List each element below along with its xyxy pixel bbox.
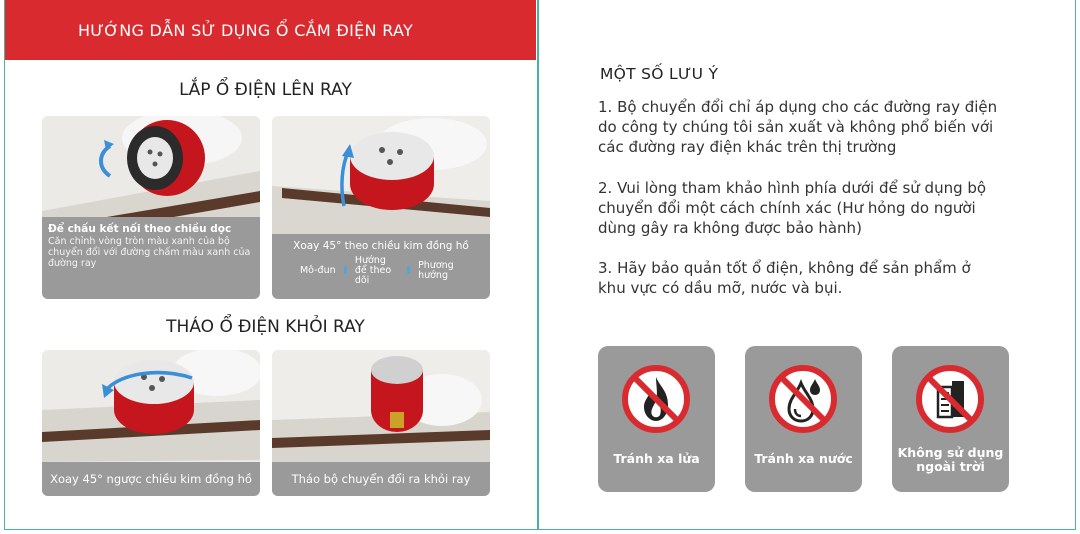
remove-step-1-title: Xoay 45° ngược chiều kim đồng hồ: [50, 472, 252, 486]
no-water-icon: [767, 363, 839, 435]
install-step-2-title: Xoay 45° theo chiều kim đồng hồ: [293, 240, 469, 252]
note-item-3: 3. Hãy bảo quản tốt ổ điện, không để sản phẩm ở khu vực có dầu mỡ, nước và bụi.: [598, 259, 971, 297]
arrow-up-icon: ⬆: [340, 264, 350, 278]
remove-step-2-caption: [272, 462, 490, 496]
warning-card-fire: [598, 346, 715, 492]
install-step-1-description: Căn chỉnh vòng tròn màu xanh của bộ chuyển đổi với đường chấm màu xanh của đường ray: [48, 236, 251, 269]
warning-fire-label: Tránh xa lửa: [613, 451, 700, 466]
legend-direction: Phương hướng: [418, 259, 454, 281]
notes-title: MỘT SỐ LƯU Ý: [600, 65, 719, 83]
warning-water-label: Tránh xa nước: [754, 451, 853, 466]
rotation-legend: [272, 252, 490, 286]
warning-card-water: [745, 346, 862, 492]
guide-title: HƯỚNG DẪN SỬ DỤNG Ổ CẮM ĐIỆN RAY: [77, 20, 414, 40]
install-step-1-caption: [42, 217, 260, 299]
remove-step-2-card: [272, 350, 490, 496]
note-item-2: 2. Vui lòng tham khảo hình phía dưới để sử dụng bộ chuyển đổi một cách chính xác (Hư hỏng do người dùng gây ra không được bảo hành): [598, 179, 987, 237]
legend-follow-direction: Hướng để theo dõi: [354, 255, 392, 286]
install-step-1-title: Để chấu kết nối theo chiều dọc: [48, 223, 232, 235]
install-step-2-card: [272, 116, 490, 299]
remove-heading: THÁO Ổ ĐIỆN KHỎI RAY: [166, 317, 365, 337]
note-item-1: 1. Bộ chuyển đổi chỉ áp dụng cho các đường ray điện do công ty chúng tôi sản xuất và không phổ biến với các đường ray điện khác trên thị trường: [598, 98, 998, 156]
warning-outdoor-label: [892, 446, 1009, 474]
install-step-2-caption: [272, 234, 490, 299]
warning-outdoor-label-line2: ngoài trời: [916, 459, 985, 474]
legend-module: Mô-đun: [299, 265, 336, 277]
arrow-up-icon: ⬆: [403, 264, 414, 278]
remove-step-1-card: [42, 350, 260, 496]
remove-step-2-title: Tháo bộ chuyển đổi ra khỏi ray: [291, 472, 471, 486]
warning-card-outdoor: [892, 346, 1009, 492]
install-step-1-card: [42, 116, 260, 299]
no-outdoor-icon: [914, 363, 986, 435]
guide-title-banner: [5, 0, 536, 60]
no-fire-icon: [620, 363, 692, 435]
remove-step-1-caption: [42, 462, 260, 496]
warning-outdoor-label-line1: Không sử dụng: [897, 445, 1004, 460]
install-heading: LẮP Ổ ĐIỆN LÊN RAY: [179, 80, 352, 100]
